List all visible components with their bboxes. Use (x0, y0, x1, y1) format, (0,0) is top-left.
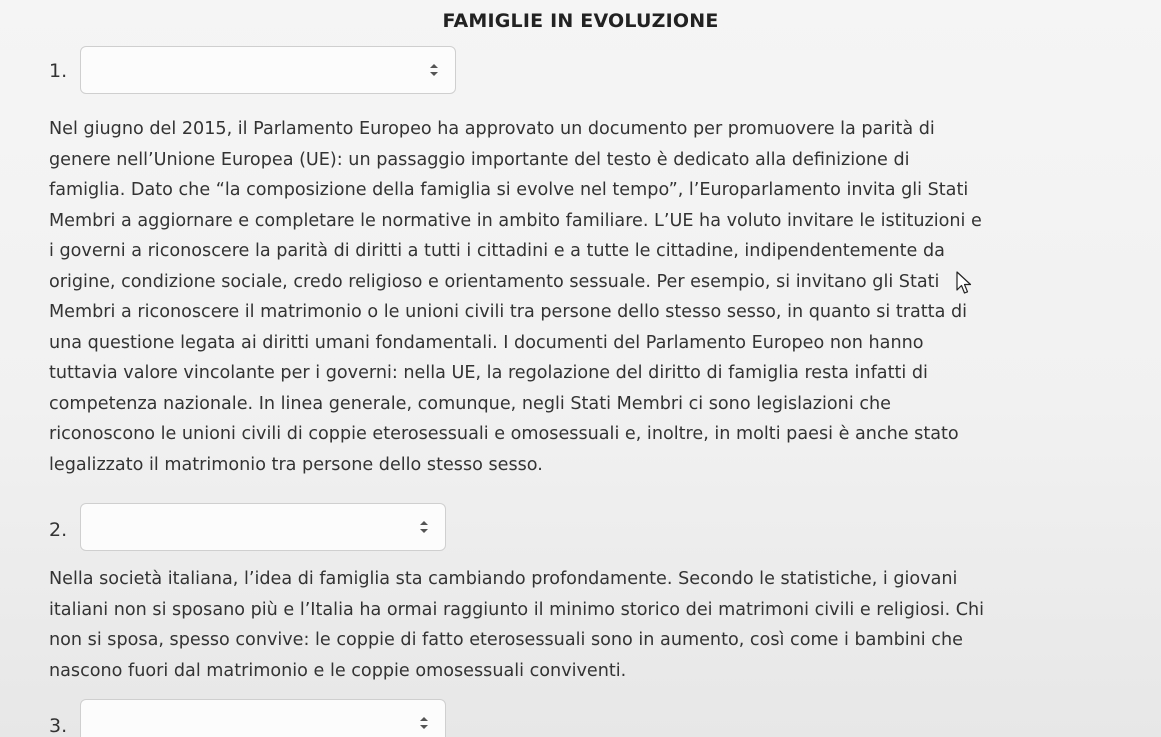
answer-select-2[interactable] (80, 503, 446, 551)
question-number-1: 1. (49, 60, 68, 82)
mouse-pointer-icon (956, 271, 972, 295)
paragraph-2: Nella società italiana, l’idea di famiglia sta cambiando profondamente. Secondo le statistiche, i giovani italiani non si sposano più e l’Italia ha ormai raggiunto il minimo storico dei matrimoni civili e religiosi. Chi non si sposa, spesso convive: le coppie di fatto eterosessuali sono in aumento, così come i bambini che nascono fuori dal matrimonio e le coppie omosessuali conviventi. (49, 569, 985, 681)
paragraph-1: Nel giugno del 2015, il Parlamento Europeo ha approvato un documento per promuovere la parità di genere nell’Unione Europea (UE): un passaggio importante del testo è dedicato alla definizione di famiglia. Dato che “la composizione della famiglia si evolve nel tempo”, l’Europarlamento invita gli Stati Membri a aggiornare e completare le normative in ambito familiare. L’UE ha voluto invitare le istituzioni e i governi a riconoscere la parità di diritti a tutti i cittadini e a tutte le cittadine, indipendentemente da origine, condizione sociale, credo religioso e orientamento sessuale. Per esempio, si invitano gli Stati Membri a riconoscere il matrimonio o le unioni civili tra persone dello stesso sesso, in quanto si tratta di una questione legata ai diritti umani fondamentali. I documenti del Parlamento Europeo non hanno tuttavia valore vincolante per i governi: nella UE, la regolazione del diritto di famiglia resta infatti di competenza nazionale. In linea generale, comunque, negli Stati Membri ci sono legislazioni che riconoscono le unioni civili di coppie eterosessuali e omosessuali e, inoltre, in molti paesi è anche stato legalizzato il matrimonio tra persone dello stesso sesso. (49, 119, 982, 475)
question-number-3: 3. (49, 715, 68, 737)
answer-select-3[interactable] (80, 699, 446, 737)
page-title: FAMIGLIE IN EVOLUZIONE (442, 10, 719, 32)
up-down-chevron-icon (419, 519, 429, 535)
question-number-2: 2. (49, 519, 68, 541)
up-down-chevron-icon (419, 715, 429, 731)
answer-select-1[interactable] (80, 46, 456, 94)
up-down-chevron-icon (429, 62, 439, 78)
